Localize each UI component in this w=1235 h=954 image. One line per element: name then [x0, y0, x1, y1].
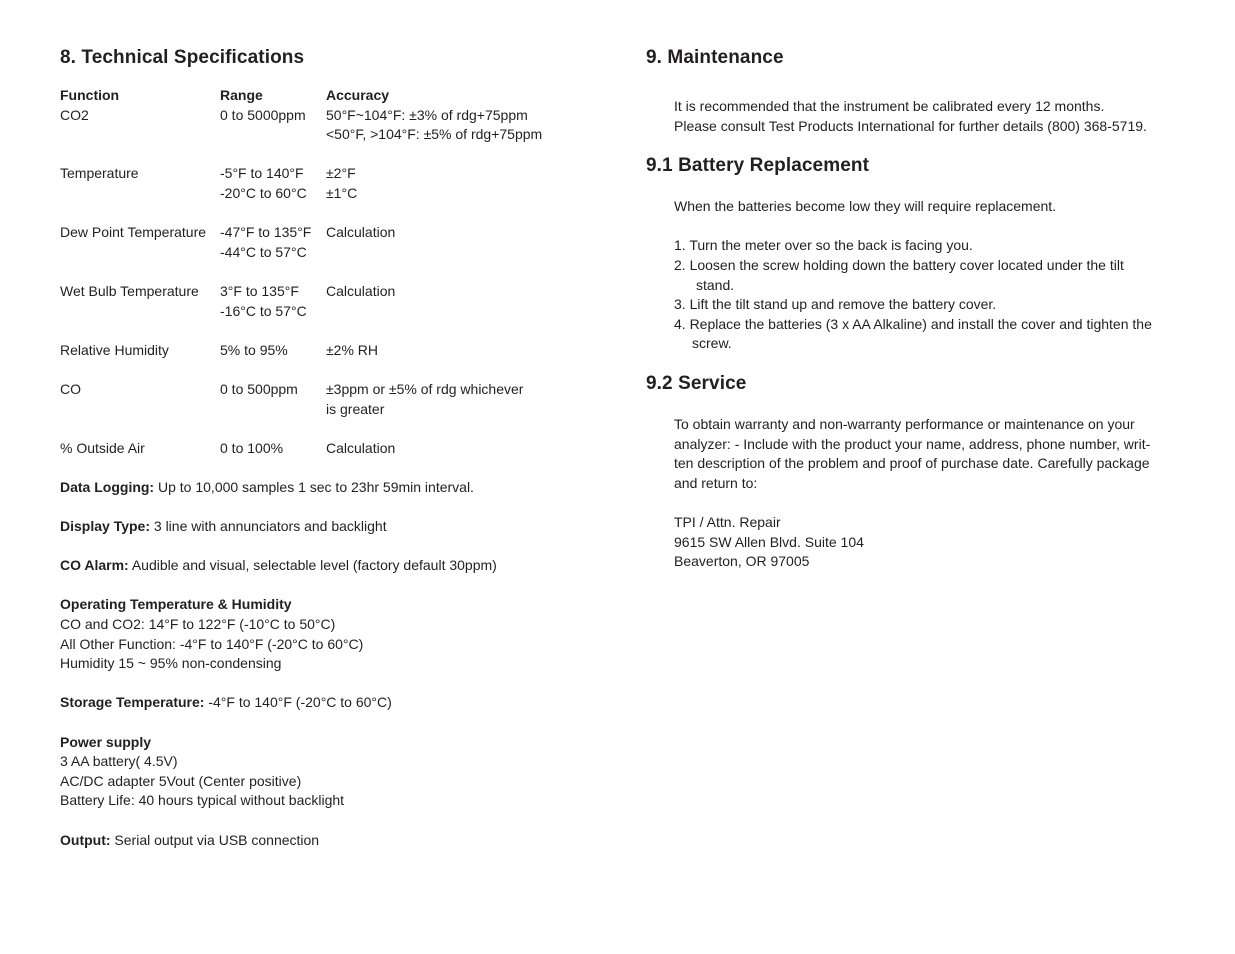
table-row — [60, 439, 586, 459]
table-row — [60, 282, 586, 321]
step-text: 3. Lift the tilt stand up and remove the battery cover. — [674, 296, 997, 313]
section-heading-technical-specifications: 8. Technical Specifications — [60, 47, 305, 68]
storage-temperature-spec — [60, 693, 600, 713]
list-item — [674, 256, 1206, 295]
range-cell — [220, 106, 326, 145]
range-line: -47°F to 135°F — [220, 224, 312, 241]
table-row — [60, 164, 586, 203]
spec-value: Up to 10,000 samples 1 sec to 23hr 59min interval. — [154, 478, 474, 495]
spec-label: Power supply — [60, 733, 152, 750]
paragraph-line: and return to: — [674, 474, 758, 491]
list-item — [674, 295, 1206, 315]
battery-replacement-body — [674, 197, 1206, 354]
paragraph-line: analyzer: - Include with the product your name, address, phone number, writ- — [674, 435, 1151, 452]
maintenance-section — [646, 46, 1206, 572]
accuracy-line: is greater — [326, 400, 385, 417]
accuracy-cell — [326, 380, 586, 419]
accuracy-line: Calculation — [326, 439, 396, 456]
list-item — [674, 236, 1206, 256]
step-text: 2. Loosen the screw holding down the battery cover located under the tilt — [674, 256, 1124, 273]
function-cell: Temperature — [60, 165, 139, 182]
column-header-range: Range — [220, 87, 263, 103]
function-cell: % Outside Air — [60, 439, 145, 456]
accuracy-line: ±1°C — [326, 184, 358, 201]
spec-line: Humidity 15 ~ 95% non-condensing — [60, 655, 282, 672]
range-line: 0 to 5000ppm — [220, 106, 306, 123]
accuracy-line: ±3ppm or ±5% of rdg whichever — [326, 380, 524, 397]
step-text: 4. Replace the batteries (3 x AA Alkaline) and install the cover and tighten the — [674, 315, 1152, 332]
range-line: 5% to 95% — [220, 341, 288, 358]
operating-temperature-spec — [60, 595, 600, 673]
section-heading-service: 9.2 Service — [646, 372, 747, 394]
accuracy-cell — [326, 341, 586, 361]
spec-value: 3 line with annunciators and backlight — [150, 518, 387, 535]
accuracy-line: ±2% RH — [326, 341, 379, 358]
function-cell: CO2 — [60, 106, 89, 123]
spec-line: AC/DC adapter 5Vout (Center positive) — [60, 772, 302, 789]
step-continuation: stand. — [696, 276, 735, 293]
co-alarm-spec — [60, 556, 600, 576]
accuracy-line: <50°F, >104°F: ±5% of rdg+75ppm — [326, 126, 543, 143]
function-cell: Dew Point Temperature — [60, 224, 207, 241]
range-line: -16°C to 57°C — [220, 302, 307, 319]
data-logging-spec — [60, 478, 600, 498]
accuracy-cell — [326, 439, 586, 459]
accuracy-line: Calculation — [326, 224, 396, 241]
service-paragraph — [674, 415, 1206, 572]
paragraph-line: Please consult Test Products International for further details (800) 368-5719. — [674, 117, 1147, 134]
spec-label: Data Logging: — [60, 478, 155, 495]
accuracy-cell — [326, 223, 586, 262]
power-supply-spec — [60, 733, 600, 811]
paragraph-line: It is recommended that the instrument be calibrated every 12 months. — [674, 98, 1105, 114]
specifications-table — [60, 86, 586, 458]
spec-line: CO and CO2: 14°F to 122°F (-10°C to 50°C) — [60, 616, 336, 633]
table-row — [60, 106, 586, 145]
accuracy-line: ±2°F — [326, 165, 356, 182]
accuracy-cell — [326, 164, 586, 203]
range-line: 3°F to 135°F — [220, 282, 299, 299]
paragraph-line: ten description of the problem and proof of purchase date. Carefully package — [674, 455, 1150, 472]
table-row — [60, 223, 586, 262]
section-heading-battery-replacement: 9.1 Battery Replacement — [646, 155, 870, 177]
paragraph-line: To obtain warranty and non-warranty performance or maintenance on your — [674, 415, 1135, 432]
range-line: 0 to 100% — [220, 439, 284, 456]
range-cell — [220, 341, 326, 361]
spec-line: 3 AA battery( 4.5V) — [60, 753, 178, 770]
range-line: -44°C to 57°C — [220, 243, 307, 260]
column-header-accuracy: Accuracy — [326, 87, 390, 103]
spec-label: Display Type: — [60, 518, 150, 535]
spec-label: Output: — [60, 831, 111, 848]
table-row — [60, 341, 586, 361]
accuracy-line: 50°F~104°F: ±3% of rdg+75ppm — [326, 106, 528, 123]
table-row — [60, 380, 586, 419]
range-line: -5°F to 140°F — [220, 165, 304, 182]
spec-line: All Other Function: -4°F to 140°F (-20°C to 60°C) — [60, 635, 364, 652]
range-cell — [220, 380, 326, 419]
function-cell: Wet Bulb Temperature — [60, 282, 199, 299]
range-cell — [220, 282, 326, 321]
function-cell: Relative Humidity — [60, 341, 169, 358]
range-line: 0 to 500ppm — [220, 380, 298, 397]
step-text: 1. Turn the meter over so the back is facing you. — [674, 237, 973, 254]
range-line: -20°C to 60°C — [220, 184, 307, 201]
accuracy-cell — [326, 282, 586, 321]
column-header-function: Function — [60, 87, 120, 103]
maintenance-paragraph — [674, 97, 1206, 136]
list-item — [674, 315, 1206, 354]
spec-line: Battery Life: 40 hours typical without backlight — [60, 792, 345, 809]
range-cell — [220, 164, 326, 203]
accuracy-line: Calculation — [326, 282, 396, 299]
address-line: 9615 SW Allen Blvd. Suite 104 — [674, 533, 864, 550]
spec-value: Audible and visual, selectable level (factory default 30ppm) — [128, 557, 497, 574]
display-type-spec — [60, 517, 600, 537]
technical-specifications-section — [60, 46, 600, 850]
table-header-row — [60, 86, 586, 106]
range-cell — [220, 439, 326, 459]
spec-value: -4°F to 140°F (-20°C to 60°C) — [204, 694, 392, 711]
spec-label: CO Alarm: — [60, 557, 129, 574]
range-cell — [220, 223, 326, 262]
spec-label: Storage Temperature: — [60, 694, 205, 711]
function-cell: CO — [60, 380, 81, 397]
spec-value: Serial output via USB connection — [110, 831, 320, 848]
output-spec — [60, 831, 600, 851]
section-heading-maintenance: 9. Maintenance — [646, 47, 784, 68]
address-line: Beaverton, OR 97005 — [674, 553, 810, 570]
spec-label: Operating Temperature & Humidity — [60, 596, 292, 613]
address-line: TPI / Attn. Repair — [674, 513, 781, 530]
accuracy-cell — [326, 106, 586, 145]
step-continuation: screw. — [692, 335, 732, 352]
intro-line: When the batteries become low they will require replacement. — [674, 198, 1057, 215]
